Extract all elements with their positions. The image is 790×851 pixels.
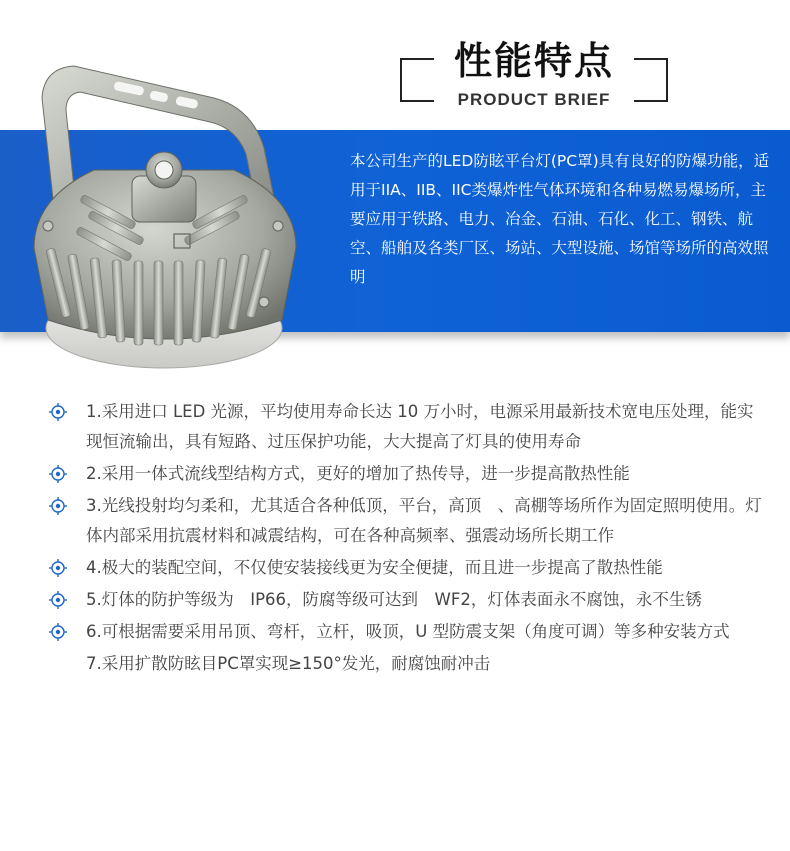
explosion-proof-lamp-image	[14, 58, 314, 378]
intro-text: 本公司生产的LED防眩平台灯(PC罩)具有良好的防爆功能，适用于IIA、IIB、IIC类爆炸性气体环境和各种易燃易爆场所，主要应用于铁路、电力、冶金、石油、石化、化工、钢铁、航空、船舶及各类厂区、场站、大型设施、场馆等场所的高效照明	[350, 152, 770, 286]
feature-item-3	[48, 491, 768, 551]
feature-text: 3.光线投射均匀柔和，尤其适合各种低顶，平台，高顶 、高棚等场所作为固定照明使用。灯体内部采用抗震材料和减震结构，可在各种高频率、强震动场所长期工作	[86, 496, 762, 545]
feature-item-7	[48, 649, 768, 679]
section-header	[400, 28, 668, 108]
page-title: 性能特点	[444, 30, 624, 85]
feature-text: 5.灯体的防护等级为 IP66，防腐等级可达到 WF2，灯体表面永不腐蚀，永不生锈	[86, 590, 702, 609]
feature-text: 6.可根据需要采用吊顶、弯杆，立杆，吸顶，U 型防震支架（角度可调）等多种安装方式	[86, 622, 730, 641]
bracket-left-decoration	[400, 58, 434, 102]
target-dot-icon	[48, 402, 68, 422]
target-dot-icon	[48, 464, 68, 484]
feature-item-2	[48, 459, 768, 489]
feature-item-4	[48, 553, 768, 583]
feature-item-1	[48, 397, 768, 457]
feature-item-6	[48, 617, 768, 647]
feature-text: 7.采用扩散防眩目PC罩实现≥150°发光，耐腐蚀耐冲击	[86, 654, 491, 673]
page-subtitle: PRODUCT BRIEF	[444, 90, 624, 110]
bracket-right-decoration	[634, 58, 668, 102]
target-dot-icon	[48, 496, 68, 516]
target-dot-icon	[48, 622, 68, 642]
target-dot-icon	[48, 590, 68, 610]
target-dot-icon	[48, 558, 68, 578]
feature-text: 2.采用一体式流线型结构方式，更好的增加了热传导，进一步提高散热性能	[86, 464, 630, 483]
feature-list	[48, 397, 768, 681]
feature-item-5	[48, 585, 768, 615]
feature-text: 4.极大的装配空间，不仅使安装接线更为安全便捷，而且进一步提高了散热性能	[86, 558, 663, 577]
feature-text: 1.采用进口 LED 光源，平均使用寿命长达 10 万小时，电源采用最新技术宽电压处理，能实现恒流输出，具有短路、过压保护功能，大大提高了灯具的使用寿命	[86, 402, 754, 451]
